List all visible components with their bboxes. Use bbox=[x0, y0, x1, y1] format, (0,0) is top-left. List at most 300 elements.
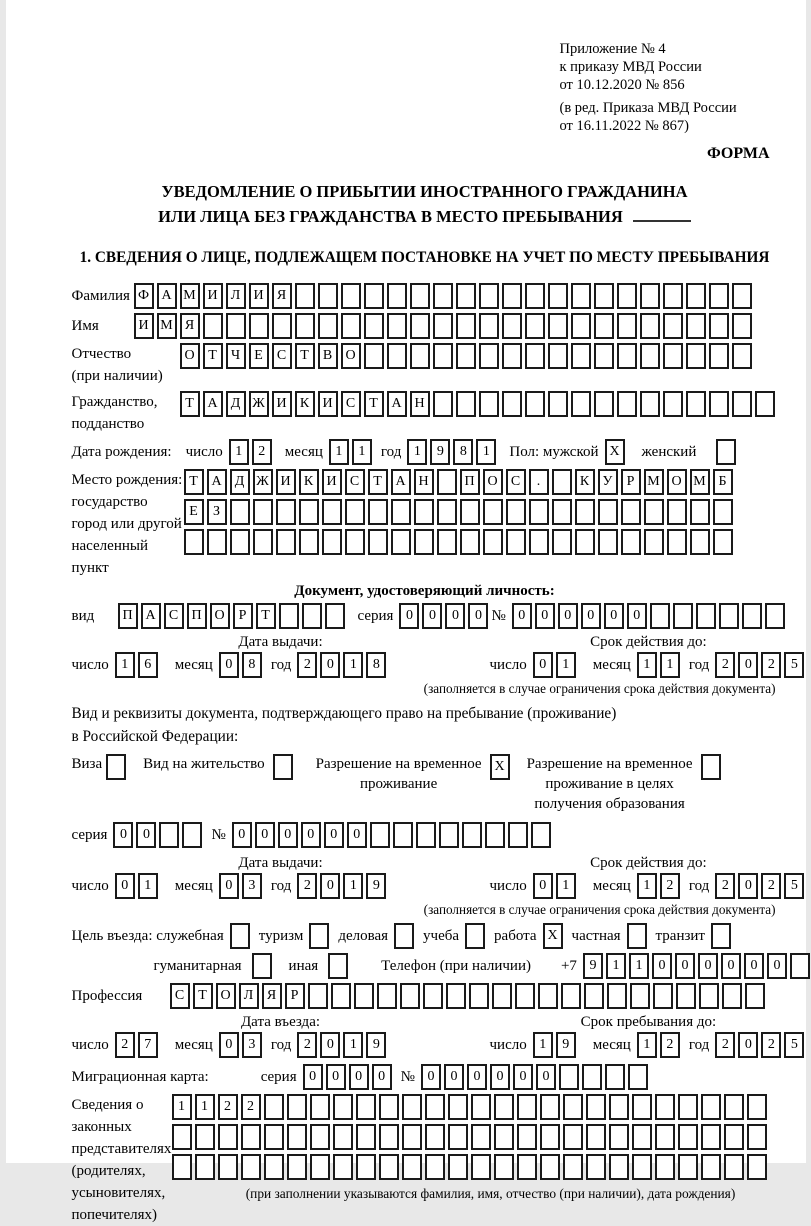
char-cell bbox=[287, 1094, 307, 1120]
char-cell bbox=[650, 603, 670, 629]
char-cell bbox=[414, 529, 434, 555]
char-cell: 2 bbox=[761, 652, 781, 678]
char-cell: 1 bbox=[629, 953, 649, 979]
humanitarian-checkbox[interactable] bbox=[252, 953, 275, 979]
valid-until-label: Срок действия до: bbox=[590, 855, 707, 871]
doc-valid-day-field[interactable] bbox=[533, 652, 579, 678]
char-cell: Е bbox=[249, 343, 269, 369]
char-cell bbox=[502, 391, 522, 417]
doc-valid-group bbox=[490, 633, 808, 678]
char-cell: 0 bbox=[136, 822, 156, 848]
char-cell bbox=[387, 283, 407, 309]
work-checkbox[interactable] bbox=[543, 923, 566, 949]
char-cell: М bbox=[644, 469, 664, 495]
valid-until-label: Срок действия до: bbox=[590, 634, 707, 650]
year-label: год bbox=[688, 1037, 710, 1053]
char-cell bbox=[456, 313, 476, 339]
permit-valid-day-field[interactable] bbox=[533, 873, 579, 899]
char-cell bbox=[628, 1064, 648, 1090]
char-cell bbox=[724, 1154, 744, 1180]
char-cell bbox=[548, 313, 568, 339]
char-cell bbox=[747, 1094, 767, 1120]
char-cell: 0 bbox=[558, 603, 578, 629]
char-cell bbox=[402, 1124, 422, 1150]
char-cell: 0 bbox=[467, 1064, 487, 1090]
char-cell: 2 bbox=[761, 1032, 781, 1058]
char-cell: 0 bbox=[113, 822, 133, 848]
doc-valid-year-field[interactable] bbox=[715, 652, 807, 678]
char-cell bbox=[230, 923, 250, 949]
char-cell bbox=[605, 1064, 625, 1090]
char-cell: 1 bbox=[115, 652, 135, 678]
char-cell bbox=[471, 1124, 491, 1150]
form-title-line2: ИЛИ ЛИЦА БЕЗ ГРАЖДАНСТВА В МЕСТО ПРЕБЫВАНИЯ bbox=[72, 204, 778, 229]
surname-field[interactable] bbox=[134, 283, 755, 309]
char-cell bbox=[575, 499, 595, 525]
char-cell: Т bbox=[256, 603, 276, 629]
char-cell: Н bbox=[414, 469, 434, 495]
char-cell: 5 bbox=[784, 1032, 804, 1058]
char-cell: 9 bbox=[430, 439, 450, 465]
char-cell: 0 bbox=[738, 1032, 758, 1058]
char-cell bbox=[318, 313, 338, 339]
char-cell: 0 bbox=[320, 873, 340, 899]
char-cell bbox=[264, 1124, 284, 1150]
char-cell: Ч bbox=[226, 343, 246, 369]
tourism-checkbox[interactable] bbox=[309, 923, 332, 949]
edu-permit-checkbox[interactable] bbox=[701, 754, 724, 780]
char-cell: А bbox=[207, 469, 227, 495]
char-cell: М bbox=[690, 469, 710, 495]
char-cell bbox=[322, 529, 342, 555]
char-cell: Ф bbox=[134, 283, 154, 309]
stay-year-field[interactable] bbox=[715, 1032, 807, 1058]
char-cell: 1 bbox=[352, 439, 372, 465]
patronymic-label: Отчество (при наличии) bbox=[71, 346, 163, 384]
char-cell bbox=[437, 499, 457, 525]
valid-note: (заполняется в случае ограничения срока действия документа) bbox=[423, 902, 776, 917]
doc-issue-month-field[interactable] bbox=[219, 652, 265, 678]
char-cell: 0 bbox=[675, 953, 695, 979]
char-cell bbox=[701, 1124, 721, 1150]
day-label: число bbox=[489, 878, 527, 894]
private-checkbox[interactable] bbox=[627, 923, 650, 949]
char-cell bbox=[640, 313, 660, 339]
temp-permit-checkbox[interactable] bbox=[490, 754, 513, 780]
day-label: число bbox=[71, 1037, 109, 1053]
char-cell: И bbox=[276, 469, 296, 495]
doc-issue-day-field[interactable] bbox=[115, 652, 161, 678]
char-cell bbox=[617, 343, 637, 369]
char-cell bbox=[460, 529, 480, 555]
char-cell: 9 bbox=[583, 953, 603, 979]
char-cell: Е bbox=[184, 499, 204, 525]
char-cell bbox=[571, 343, 591, 369]
char-cell bbox=[586, 1094, 606, 1120]
char-cell bbox=[686, 391, 706, 417]
char-cell bbox=[515, 983, 535, 1009]
permit-valid-group bbox=[490, 854, 808, 899]
char-cell bbox=[598, 499, 618, 525]
char-cell: Ж bbox=[249, 391, 269, 417]
char-cell bbox=[272, 313, 292, 339]
char-cell: К bbox=[575, 469, 595, 495]
char-cell: 0 bbox=[372, 1064, 392, 1090]
doc-valid-month-field[interactable] bbox=[637, 652, 683, 678]
char-cell bbox=[552, 469, 572, 495]
name-field[interactable] bbox=[134, 313, 755, 339]
identity-doc-heading: Документ, удостоверяющий личность: bbox=[294, 583, 555, 599]
title-blank-underline bbox=[633, 208, 691, 222]
sex-male-checkbox[interactable] bbox=[605, 439, 628, 465]
char-cell: У bbox=[598, 469, 618, 495]
char-cell: 0 bbox=[324, 822, 344, 848]
char-cell bbox=[391, 529, 411, 555]
char-cell bbox=[226, 313, 246, 339]
birth-day-field[interactable] bbox=[229, 439, 275, 465]
char-cell bbox=[273, 754, 293, 780]
char-cell bbox=[722, 983, 742, 1009]
business-label: деловая bbox=[338, 928, 389, 944]
char-cell bbox=[594, 343, 614, 369]
patronymic-row bbox=[72, 343, 778, 387]
permit-number-field[interactable] bbox=[232, 822, 554, 848]
day-label: число bbox=[71, 878, 109, 894]
profession-row bbox=[72, 983, 778, 1009]
char-cell: 2 bbox=[241, 1094, 261, 1120]
char-cell bbox=[540, 1094, 560, 1120]
char-cell bbox=[310, 1094, 330, 1120]
char-cell bbox=[627, 923, 647, 949]
char-cell bbox=[391, 499, 411, 525]
entry-year-field[interactable] bbox=[297, 1032, 389, 1058]
char-cell bbox=[448, 1094, 468, 1120]
doc-issue-group bbox=[72, 633, 490, 678]
char-cell bbox=[379, 1154, 399, 1180]
year-label: год bbox=[688, 878, 710, 894]
char-cell: Т bbox=[193, 983, 213, 1009]
humanitarian-label: гуманитарная bbox=[153, 958, 242, 974]
char-cell bbox=[276, 529, 296, 555]
char-cell: 0 bbox=[349, 1064, 369, 1090]
purpose-row bbox=[72, 923, 778, 949]
char-cell bbox=[502, 343, 522, 369]
doc-number-field[interactable] bbox=[512, 603, 788, 629]
char-cell bbox=[308, 983, 328, 1009]
char-cell bbox=[525, 343, 545, 369]
char-cell bbox=[709, 343, 729, 369]
char-cell bbox=[393, 822, 413, 848]
char-cell: Л bbox=[226, 283, 246, 309]
char-cell bbox=[540, 1154, 560, 1180]
sex-female-checkbox[interactable] bbox=[716, 439, 739, 465]
char-cell bbox=[356, 1124, 376, 1150]
char-cell: 0 bbox=[320, 652, 340, 678]
rep-row3-field[interactable] bbox=[172, 1154, 770, 1180]
form-title bbox=[72, 179, 778, 229]
char-cell: 2 bbox=[297, 652, 317, 678]
char-cell bbox=[439, 822, 459, 848]
char-cell bbox=[538, 983, 558, 1009]
mig-seriya-label: серия bbox=[260, 1069, 297, 1085]
char-cell: 8 bbox=[242, 652, 262, 678]
representatives-row bbox=[72, 1094, 778, 1226]
char-cell bbox=[309, 923, 329, 949]
char-cell: К bbox=[299, 469, 319, 495]
char-cell bbox=[479, 313, 499, 339]
birth-place-row1-field[interactable] bbox=[184, 469, 736, 495]
month-label: месяц bbox=[174, 1037, 213, 1053]
char-cell: А bbox=[391, 469, 411, 495]
char-cell bbox=[655, 1124, 675, 1150]
char-cell bbox=[425, 1124, 445, 1150]
char-cell: М bbox=[157, 313, 177, 339]
char-cell: П bbox=[118, 603, 138, 629]
char-cell: 0 bbox=[744, 953, 764, 979]
permit-issue-day-field[interactable] bbox=[115, 873, 161, 899]
char-cell bbox=[586, 1154, 606, 1180]
char-cell bbox=[469, 983, 489, 1009]
rep-row2-field[interactable] bbox=[172, 1124, 770, 1150]
char-cell bbox=[456, 343, 476, 369]
arrival-notification-form bbox=[6, 0, 806, 1223]
char-cell: И bbox=[272, 391, 292, 417]
char-cell: 1 bbox=[556, 652, 576, 678]
transit-checkbox[interactable] bbox=[711, 923, 734, 949]
char-cell bbox=[598, 529, 618, 555]
year-label: год bbox=[270, 878, 292, 894]
char-cell bbox=[400, 983, 420, 1009]
patronymic-field[interactable] bbox=[180, 343, 755, 369]
char-cell bbox=[732, 283, 752, 309]
char-cell bbox=[653, 983, 673, 1009]
char-cell bbox=[508, 822, 528, 848]
citizenship-field[interactable] bbox=[180, 391, 778, 417]
char-cell bbox=[713, 529, 733, 555]
char-cell bbox=[172, 1124, 192, 1150]
doc-type-field[interactable] bbox=[118, 603, 348, 629]
mig-seriya-field[interactable] bbox=[303, 1064, 395, 1090]
char-cell: 0 bbox=[738, 652, 758, 678]
char-cell bbox=[563, 1094, 583, 1120]
char-cell bbox=[252, 953, 272, 979]
char-cell bbox=[465, 923, 485, 949]
char-cell: 9 bbox=[556, 1032, 576, 1058]
stay-day-field[interactable] bbox=[533, 1032, 579, 1058]
char-cell bbox=[479, 391, 499, 417]
char-cell: 0 bbox=[320, 1032, 340, 1058]
private-label: частная bbox=[571, 928, 621, 944]
birth-year-field[interactable] bbox=[407, 439, 499, 465]
char-cell: 1 bbox=[476, 439, 496, 465]
char-cell: Р bbox=[233, 603, 253, 629]
char-cell: И bbox=[203, 283, 223, 309]
char-cell bbox=[525, 391, 545, 417]
valid-note: (заполняется в случае ограничения срока действия документа) bbox=[423, 681, 776, 696]
edu-permit-option bbox=[527, 754, 724, 814]
permit-seriya-field[interactable] bbox=[113, 822, 205, 848]
birth-place-row2-field[interactable] bbox=[184, 499, 736, 525]
citizenship-label: Гражданство, подданство bbox=[71, 394, 158, 432]
char-cell bbox=[494, 1124, 514, 1150]
char-cell: 3 bbox=[242, 1032, 262, 1058]
char-cell bbox=[437, 469, 457, 495]
char-cell bbox=[379, 1124, 399, 1150]
char-cell bbox=[640, 343, 660, 369]
residence-permit-label: Вид на жительство bbox=[143, 756, 265, 772]
char-cell: 0 bbox=[604, 603, 624, 629]
stay-month-field[interactable] bbox=[637, 1032, 683, 1058]
char-cell bbox=[276, 499, 296, 525]
char-cell: П bbox=[460, 469, 480, 495]
char-cell bbox=[368, 499, 388, 525]
entry-day-field[interactable] bbox=[115, 1032, 161, 1058]
doc-seriya-field[interactable] bbox=[399, 603, 491, 629]
rep-row1-field[interactable] bbox=[172, 1094, 770, 1120]
char-cell: 0 bbox=[232, 822, 252, 848]
char-cell bbox=[586, 1124, 606, 1150]
month-label: месяц bbox=[592, 878, 631, 894]
year-label: год bbox=[380, 444, 402, 460]
birth-month-field[interactable] bbox=[329, 439, 375, 465]
char-cell: К bbox=[295, 391, 315, 417]
birth-place-row3-field[interactable] bbox=[184, 529, 736, 555]
issue-date-label: Дата выдачи: bbox=[238, 634, 323, 650]
char-cell bbox=[345, 529, 365, 555]
edition-line: (в ред. Приказа МВД России bbox=[559, 100, 737, 116]
char-cell: С bbox=[170, 983, 190, 1009]
char-cell: 2 bbox=[297, 873, 317, 899]
char-cell bbox=[745, 983, 765, 1009]
char-cell: 1 bbox=[637, 1032, 657, 1058]
profession-label: Профессия bbox=[71, 988, 143, 1004]
char-cell: 0 bbox=[445, 603, 465, 629]
char-cell: 0 bbox=[219, 1032, 239, 1058]
char-cell bbox=[387, 313, 407, 339]
char-cell bbox=[479, 343, 499, 369]
char-cell bbox=[364, 313, 384, 339]
official-checkbox[interactable] bbox=[230, 923, 253, 949]
char-cell: 0 bbox=[468, 603, 488, 629]
sex-female-label: женский bbox=[641, 444, 697, 460]
char-cell: 9 bbox=[366, 873, 386, 899]
permit-valid-month-field[interactable] bbox=[637, 873, 683, 899]
day-label: число bbox=[489, 1037, 527, 1053]
char-cell: 0 bbox=[115, 873, 135, 899]
char-cell bbox=[732, 391, 752, 417]
doc-issue-year-field[interactable] bbox=[297, 652, 389, 678]
char-cell: 1 bbox=[195, 1094, 215, 1120]
permit-issue-year-field[interactable] bbox=[297, 873, 389, 899]
permit-issue-group bbox=[72, 854, 490, 899]
birth-place-row bbox=[72, 469, 778, 579]
permit-seriya-row bbox=[72, 822, 778, 848]
day-label: число bbox=[489, 657, 527, 673]
residence-permit-checkbox[interactable] bbox=[273, 754, 296, 780]
char-cell: 0 bbox=[219, 873, 239, 899]
char-cell: О bbox=[483, 469, 503, 495]
char-cell: Р bbox=[621, 469, 641, 495]
char-cell: И bbox=[134, 313, 154, 339]
char-cell bbox=[471, 1094, 491, 1120]
permit-valid-year-field[interactable] bbox=[715, 873, 807, 899]
permit-number-sign: № bbox=[211, 827, 226, 843]
profession-field[interactable] bbox=[170, 983, 768, 1009]
char-cell bbox=[448, 1154, 468, 1180]
char-cell: 0 bbox=[326, 1064, 346, 1090]
char-cell: 0 bbox=[627, 603, 647, 629]
char-cell bbox=[364, 283, 384, 309]
char-cell bbox=[594, 391, 614, 417]
char-cell bbox=[456, 391, 476, 417]
char-cell: А bbox=[157, 283, 177, 309]
char-cell: 2 bbox=[660, 1032, 680, 1058]
month-label: месяц bbox=[174, 657, 213, 673]
study-checkbox[interactable] bbox=[465, 923, 488, 949]
year-label: год bbox=[270, 1037, 292, 1053]
char-cell bbox=[529, 529, 549, 555]
char-cell bbox=[356, 1094, 376, 1120]
char-cell bbox=[394, 923, 414, 949]
char-cell bbox=[724, 1124, 744, 1150]
char-cell bbox=[433, 391, 453, 417]
year-label: год bbox=[270, 657, 292, 673]
char-cell: 1 bbox=[343, 1032, 363, 1058]
visa-label: Виза bbox=[71, 756, 103, 772]
char-cell bbox=[561, 983, 581, 1009]
phone-field[interactable] bbox=[583, 953, 811, 979]
char-cell bbox=[182, 822, 202, 848]
other-checkbox[interactable] bbox=[328, 953, 351, 979]
char-cell: 1 bbox=[407, 439, 427, 465]
char-cell bbox=[696, 603, 716, 629]
transit-label: транзит bbox=[655, 928, 705, 944]
char-cell: С bbox=[341, 391, 361, 417]
char-cell bbox=[667, 529, 687, 555]
char-cell: 0 bbox=[303, 1064, 323, 1090]
char-cell: О bbox=[667, 469, 687, 495]
char-cell bbox=[302, 603, 322, 629]
visa-checkbox[interactable] bbox=[106, 754, 129, 780]
business-checkbox[interactable] bbox=[394, 923, 417, 949]
char-cell: 9 bbox=[366, 1032, 386, 1058]
char-cell: 2 bbox=[252, 439, 272, 465]
char-cell bbox=[699, 983, 719, 1009]
char-cell: М bbox=[180, 283, 200, 309]
char-cell: 0 bbox=[301, 822, 321, 848]
entry-month-field[interactable] bbox=[219, 1032, 265, 1058]
char-cell bbox=[483, 499, 503, 525]
char-cell: А bbox=[141, 603, 161, 629]
char-cell: 2 bbox=[715, 652, 735, 678]
char-cell bbox=[517, 1094, 537, 1120]
section1-heading: 1. СВЕДЕНИЯ О ЛИЦЕ, ПОДЛЕЖАЩЕМ ПОСТАНОВКЕ НА УЧЕТ ПО МЕСТУ ПРЕБЫВАНИЯ bbox=[79, 249, 770, 266]
phone-prefix: +7 bbox=[560, 958, 577, 974]
mig-number-field[interactable] bbox=[421, 1064, 651, 1090]
char-cell: 0 bbox=[219, 652, 239, 678]
month-label: месяц bbox=[174, 878, 213, 894]
char-cell bbox=[548, 343, 568, 369]
char-cell: 5 bbox=[784, 873, 804, 899]
migration-card-label: Миграционная карта: bbox=[71, 1069, 209, 1085]
char-cell: О bbox=[341, 343, 361, 369]
char-cell bbox=[241, 1124, 261, 1150]
permit-issue-month-field[interactable] bbox=[219, 873, 265, 899]
char-cell bbox=[462, 822, 482, 848]
entry-date-label: Дата въезда: bbox=[240, 1014, 321, 1030]
char-cell bbox=[701, 1154, 721, 1180]
char-cell: 1 bbox=[660, 652, 680, 678]
